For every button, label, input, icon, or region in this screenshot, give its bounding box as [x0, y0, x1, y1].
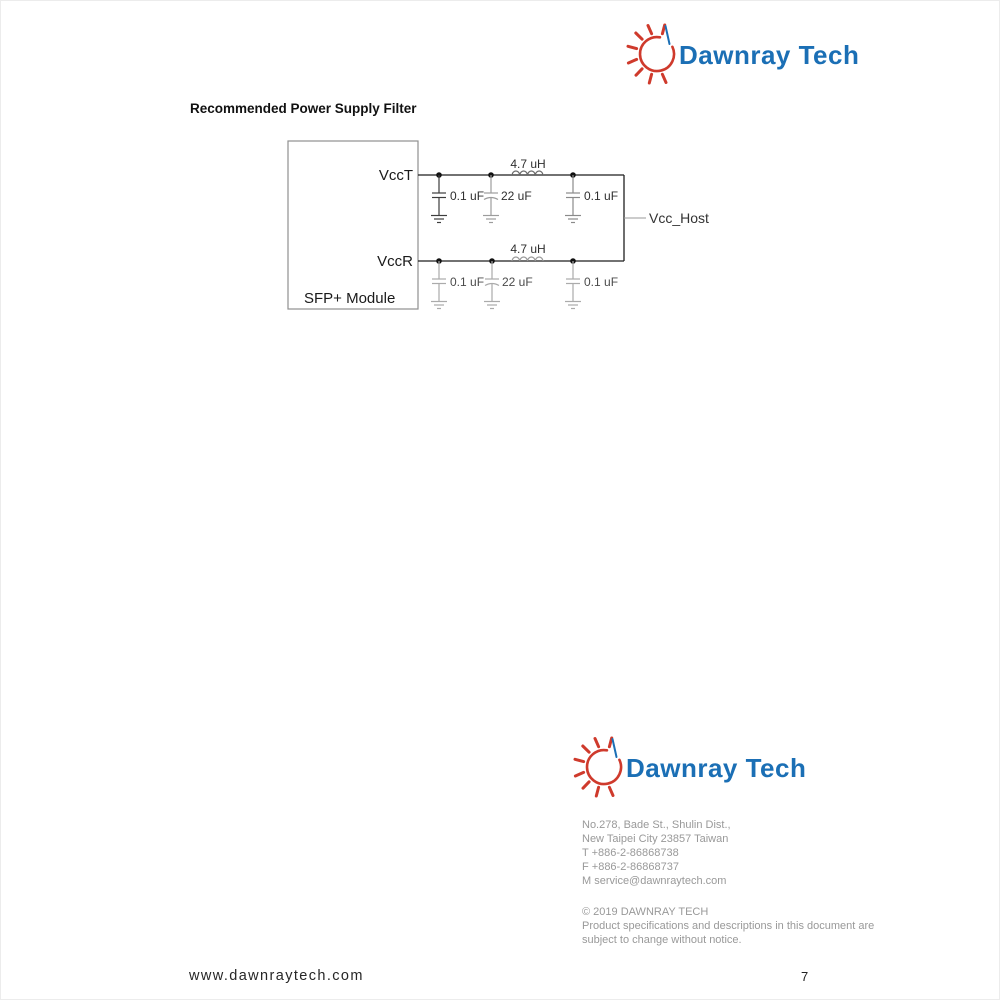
logo-needle: [613, 739, 617, 757]
power-supply-filter-diagram: [280, 130, 730, 325]
page-number: 7: [801, 969, 809, 984]
output-label: Vcc_Host: [649, 210, 709, 226]
capacitor-bottom-2-icon: [484, 261, 500, 309]
legal-block: [582, 905, 874, 947]
logo-needle: [666, 26, 670, 44]
capacitor-bottom-1-icon: [431, 261, 447, 309]
brand-text: Dawnray Tech: [626, 753, 807, 783]
brand-text: Dawnray Tech: [679, 40, 860, 70]
module-label: SFP+ Module: [304, 290, 396, 307]
capacitor-bottom-1-label: 0.1 uF: [450, 275, 485, 289]
capacitor-top-1-label: 0.1 uF: [450, 189, 485, 203]
contact-block: [582, 818, 731, 888]
inductor-bottom-label: 4.7 uH: [510, 242, 546, 256]
page-title: Recommended Power Supply Filter: [190, 101, 417, 116]
capacitor-top-1-icon: [431, 175, 447, 223]
email-line: M service@dawnraytech.com: [582, 875, 727, 887]
pin-label-vccr: VccR: [377, 253, 413, 270]
capacitor-top-2-icon: [483, 175, 499, 223]
capacitor-top-3-label: 0.1 uF: [584, 189, 619, 203]
company-logo-footer: [566, 727, 806, 807]
copyright-line: © 2019 DAWNRAY TECH: [582, 906, 709, 918]
capacitor-bottom-3-label: 0.1 uF: [584, 275, 619, 289]
inductor-top-label: 4.7 uH: [510, 157, 546, 171]
capacitor-top-3-icon: [565, 175, 581, 223]
capacitor-top-2-label: 22 uF: [501, 189, 532, 203]
phone-line: T +886-2-86868738: [582, 847, 679, 859]
fax-line: F +886-2-86868737: [582, 861, 679, 873]
address-line-2: New Taipei City 23857 Taiwan: [582, 833, 729, 845]
footer-website: www.dawnraytech.com: [189, 968, 364, 984]
notice-line-1: Product specifications and descriptions in this document are: [582, 920, 875, 932]
pin-label-vcct: VccT: [378, 167, 413, 184]
company-logo: [619, 14, 859, 94]
junction-dots: [436, 172, 576, 264]
capacitor-bottom-3-icon: [565, 261, 581, 309]
address-line-1: No.278, Bade St., Shulin Dist.,: [582, 819, 731, 831]
capacitor-bottom-2-label: 22 uF: [502, 275, 533, 289]
notice-line-2: subject to change without notice.: [582, 934, 742, 946]
